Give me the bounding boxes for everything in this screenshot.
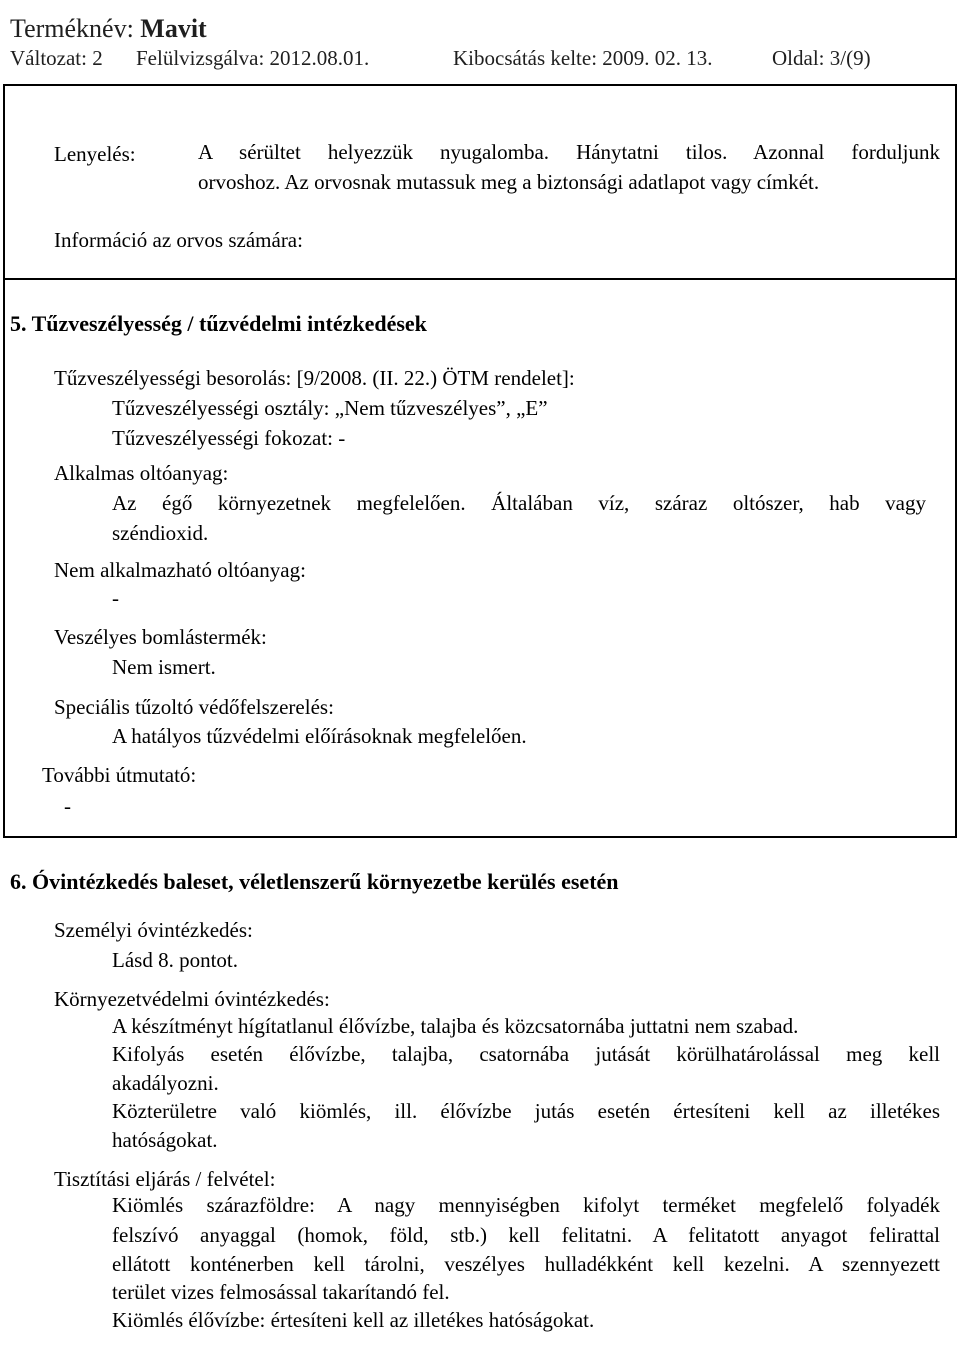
cleanup-line5: Kiömlés élővízbe: értesíteni kell az illetékes hatóságokat.: [112, 1308, 595, 1332]
suitable-agent-line2: széndioxid.: [112, 521, 209, 545]
further-guidance-value: -: [64, 794, 71, 818]
further-guidance-label: További útmutató:: [42, 763, 197, 787]
cleanup-line2: felszívó anyaggal (homok, föld, stb.) kell felitatni. A felitatott anyagot felirattal: [112, 1223, 940, 1247]
cleanup-line1: Kiömlés szárazföldre: A nagy mennyiségben kifolyt terméket megfelelő folyadék: [112, 1193, 940, 1217]
unsuitable-agent-label: Nem alkalmazható oltóanyag:: [54, 558, 306, 582]
environmental-precaution-p2-line1: Kifolyás esetén élővízbe, talajba, csatornába jutását körülhatárolással meg kell: [112, 1042, 940, 1066]
unsuitable-agent-value: -: [112, 586, 119, 610]
header-issued: Kibocsátás kelte: 2009. 02. 13.: [453, 46, 713, 70]
equipment-value: A hatályos tűzvédelmi előírásoknak megfelelően.: [112, 724, 527, 748]
decomposition-label: Veszélyes bomlástermék:: [54, 625, 267, 649]
environmental-precaution-p1: A készítményt hígítatlanul élővízbe, talajba és közcsatornába juttatni nem szabad.: [112, 1014, 799, 1038]
header-revised: Felülvizsgálva: 2012.08.01.: [136, 46, 370, 70]
product-title: [10, 16, 207, 42]
ingestion-text-line1: A sérültet helyezzük nyugalomba. Hánytatni tilos. Azonnal forduljunk: [198, 140, 940, 164]
doctor-info-label: Információ az orvos számára:: [54, 228, 303, 252]
environmental-precaution-p3-line2: hatóságokat.: [112, 1128, 218, 1152]
decomposition-value: Nem ismert.: [112, 655, 216, 679]
environmental-precaution-p2-line2: akadályozni.: [112, 1071, 219, 1095]
ingestion-label: Lenyelés:: [54, 142, 136, 166]
equipment-label: Speciális tűzoltó védőfelszerelés:: [54, 695, 334, 719]
fire-class: Tűzveszélyességi osztály: „Nem tűzveszélyes”, „E”: [112, 396, 548, 420]
section5-title: 5. Tűzveszélyesség / tűzvédelmi intézkedések: [10, 311, 427, 336]
environmental-precaution-label: Környezetvédelmi óvintézkedés:: [54, 987, 330, 1011]
section5-box-bottom: [3, 836, 957, 838]
product-name: Mavit: [140, 14, 207, 43]
section6-title: 6. Óvintézkedés baleset, véletlenszerű környezetbe kerülés esetén: [10, 869, 619, 894]
personal-precaution-value: Lásd 8. pontot.: [112, 948, 238, 972]
product-label: Terméknév:: [10, 14, 134, 43]
suitable-agent-label: Alkalmas oltóanyag:: [54, 461, 229, 485]
suitable-agent-line1: Az égő környezetnek megfelelően. Általában víz, száraz oltószer, hab vagy: [112, 491, 926, 515]
header-page: Oldal: 3/(9): [772, 46, 871, 70]
header-version: Változat: 2: [10, 46, 103, 70]
personal-precaution-label: Személyi óvintézkedés:: [54, 918, 253, 942]
cleanup-line4: terület vizes felmosással takarítandó fel.: [112, 1280, 450, 1304]
ingestion-text-line2: orvoshoz. Az orvosnak mutassuk meg a biztonsági adatlapot vagy címkét.: [198, 170, 820, 194]
fire-classification: Tűzveszélyességi besorolás: [9/2008. (II. 22.) ÖTM rendelet]:: [54, 366, 575, 390]
fire-level: Tűzveszélyességi fokozat: -: [112, 426, 346, 450]
cleanup-line3: ellátott konténerben kell tárolni, veszélyes hulladékként kell kezelni. A szennyezett: [112, 1252, 940, 1276]
environmental-precaution-p3-line1: Közterületre való kiömlés, ill. élővízbe jutás esetén értesíteni kell az illetékes: [112, 1099, 940, 1123]
cleanup-label: Tisztítási eljárás / felvétel:: [54, 1167, 276, 1191]
